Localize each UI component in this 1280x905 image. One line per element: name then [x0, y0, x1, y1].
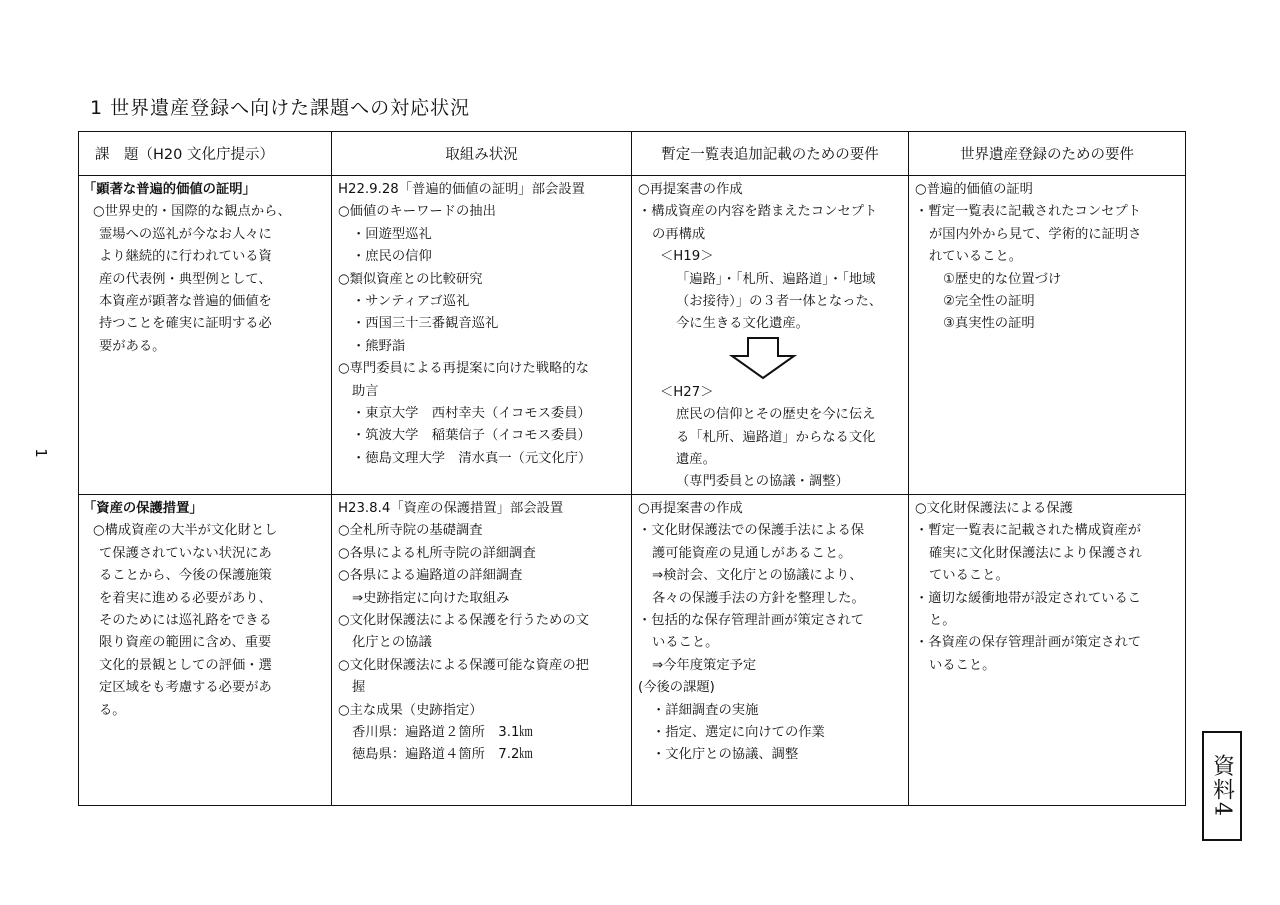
document-title: 1 世界遺産登録へ向けた課題への対応状況	[90, 97, 471, 119]
text-line: H23.8.4「資産の保護措置」部会設置	[338, 500, 564, 516]
text-line: そのためには巡礼路をできる	[99, 612, 272, 628]
issue-heading: 「顕著な普遍的価値の証明」	[83, 182, 256, 197]
text-line: が国内外から見て、学術的に証明さ	[929, 226, 1142, 242]
text-line: ⇒今年度策定予定	[652, 657, 757, 673]
table-row	[79, 176, 1186, 495]
text-line: ・構成資産の内容を踏まえたコンセプト	[638, 204, 878, 220]
text-line: ⇒史跡指定に向けた取組み	[352, 590, 510, 606]
cell-tentative-list	[632, 494, 909, 805]
text-line: ○文化財保護法による保護を行うための文	[338, 612, 589, 628]
text-line: ・西国三十三番観音巡礼	[352, 316, 499, 332]
text-line: ＜H19＞	[660, 249, 714, 265]
text-line: ○類似資産との比較研究	[338, 271, 483, 287]
text-line: ○各県による札所寺院の詳細調査	[338, 545, 536, 561]
text-line: ・庶民の信仰	[352, 249, 432, 265]
text-line: ・東京大学 西村幸夫（イコモス委員）	[352, 406, 591, 422]
text-line: 文化的景観としての評価・選	[99, 657, 272, 673]
text-line: 遺産。	[676, 452, 716, 468]
text-line: ・文化財保護法での保護手法による保	[638, 523, 865, 539]
header-issue: 課 題（H20 文化庁提示）	[79, 132, 332, 176]
text-line: 定区域をも考慮する必要があ	[99, 680, 272, 696]
header-tentative-list: 暫定一覧表追加記載のための要件	[632, 132, 909, 176]
text-line: （専門委員との協議・調整）	[676, 474, 849, 490]
header-efforts: 取組み状況	[332, 132, 632, 176]
text-line: ○各県による遍路道の詳細調査	[338, 568, 523, 584]
text-line: ○価値のキーワードの抽出	[338, 204, 496, 220]
table-row	[79, 494, 1186, 805]
text-line: 握	[352, 680, 366, 696]
text-line: ○文化財保護法による保護可能な資産の把	[338, 657, 589, 673]
text-line: 限り資産の範囲に含め、重要	[99, 635, 272, 651]
cell-efforts	[332, 176, 632, 495]
text-line: ・暫定一覧表に記載された構成資産が	[915, 523, 1142, 539]
text-line: ⇒検討会、文化庁との協議により、	[652, 568, 863, 584]
text-line: ・筑波大学 稲葉信子（イコモス委員）	[352, 428, 591, 444]
text-line: いること。	[652, 635, 719, 651]
cell-tentative-list	[632, 176, 909, 495]
text-line: ・適切な緩衝地帯が設定されているこ	[915, 590, 1142, 606]
text-line: ・文化庁との協議、調整	[652, 747, 799, 763]
text-line: 産の代表例・典型例として、	[99, 271, 272, 287]
text-line: ていること。	[929, 568, 1009, 584]
text-line: ・徳島文理大学 清水真一（元文化庁）	[352, 450, 592, 466]
text-line: ・サンティアゴ巡礼	[352, 294, 470, 310]
text-line: ることから、今後の保護施策	[99, 568, 272, 584]
text-line: より継続的に行われている資	[99, 249, 272, 265]
text-line: る「札所、遍路道」からなる文化	[676, 429, 876, 445]
cell-world-heritage	[909, 176, 1186, 495]
text-line: 護可能資産の見通しがあること。	[652, 545, 852, 561]
text-line: H22.9.28「普遍的価値の証明」部会設置	[338, 182, 585, 197]
text-line: ・暫定一覧表に記載されたコンセプト	[915, 204, 1142, 220]
side-page-number: 1	[32, 448, 50, 458]
text-line: ・回遊型巡礼	[352, 226, 432, 242]
header-world-heritage: 世界遺産登録のための要件	[909, 132, 1186, 176]
text-line: （お接待）」の３者一体となった、	[676, 294, 883, 310]
text-line: ○専門委員による再提案に向けた戦略的な	[338, 361, 589, 377]
table-header-row	[79, 132, 1186, 176]
down-arrow-icon	[638, 336, 908, 382]
text-line: ②完全性の証明	[943, 294, 1035, 310]
text-line: 化庁との協議	[352, 635, 432, 651]
text-line: ○構成資産の大半が文化財とし	[93, 523, 278, 539]
text-line: ・包括的な保存管理計画が策定されて	[638, 612, 865, 628]
text-line: ・詳細調査の実施	[652, 702, 759, 718]
cell-issue	[79, 176, 332, 495]
text-line: いること。	[929, 657, 996, 673]
text-line: を着実に進める必要があり、	[99, 590, 272, 606]
text-line: ・熊野詣	[352, 338, 406, 354]
text-line: 確実に文化財保護法により保護され	[929, 545, 1142, 561]
text-line: 本資産が顕著な普遍的価値を	[99, 294, 272, 310]
text-line: 庶民の信仰とその歴史を今に伝え	[676, 407, 876, 423]
text-line: ○再提案書の作成	[638, 182, 743, 197]
cell-world-heritage	[909, 494, 1186, 805]
text-line: る。	[99, 702, 126, 718]
text-line: ○再提案書の作成	[638, 500, 743, 516]
cell-issue	[79, 494, 332, 805]
issue-heading: 「資産の保護措置」	[83, 500, 203, 516]
text-line: ○普遍的価値の証明	[915, 182, 1033, 197]
text-line: と。	[929, 612, 956, 628]
text-line: 「遍路」・「札所、遍路道」・「地域	[676, 271, 876, 287]
text-line: 香川県：遍路道２箇所 3.1㎞	[352, 724, 533, 740]
text-line: ・各資産の保存管理計画が策定されて	[915, 635, 1142, 651]
text-line: 助言	[352, 383, 379, 399]
text-line: ○主な成果（史跡指定）	[338, 702, 483, 718]
text-line: ①歴史的な位置づけ	[943, 271, 1062, 287]
text-line: の再構成	[652, 226, 706, 242]
status-table	[78, 131, 1186, 806]
document-stamp-label: 資料4	[1202, 731, 1242, 841]
text-line: ○全札所寺院の基礎調査	[338, 523, 483, 539]
text-line: 各々の保護手法の方針を整理した。	[652, 590, 865, 606]
text-line: ・指定、選定に向けての作業	[652, 724, 825, 740]
text-line: 今に生きる文化遺産。	[676, 316, 809, 332]
text-line: ○世界史的・国際的な観点から、	[93, 204, 291, 220]
text-line: 持つことを確実に証明する必	[99, 316, 272, 332]
text-line: ＜H27＞	[660, 384, 714, 400]
text-line: (今後の課題)	[638, 680, 715, 696]
text-line: ③真実性の証明	[943, 316, 1035, 332]
text-line: 要がある。	[99, 338, 166, 354]
text-line: 徳島県：遍路道４箇所 7.2㎞	[352, 747, 533, 763]
text-line: て保護されていない状況にあ	[99, 545, 272, 561]
text-line: れていること。	[929, 249, 1023, 265]
cell-efforts	[332, 494, 632, 805]
text-line: 霊場への巡礼が今なお人々に	[99, 226, 272, 242]
text-line: ○文化財保護法による保護	[915, 500, 1073, 516]
